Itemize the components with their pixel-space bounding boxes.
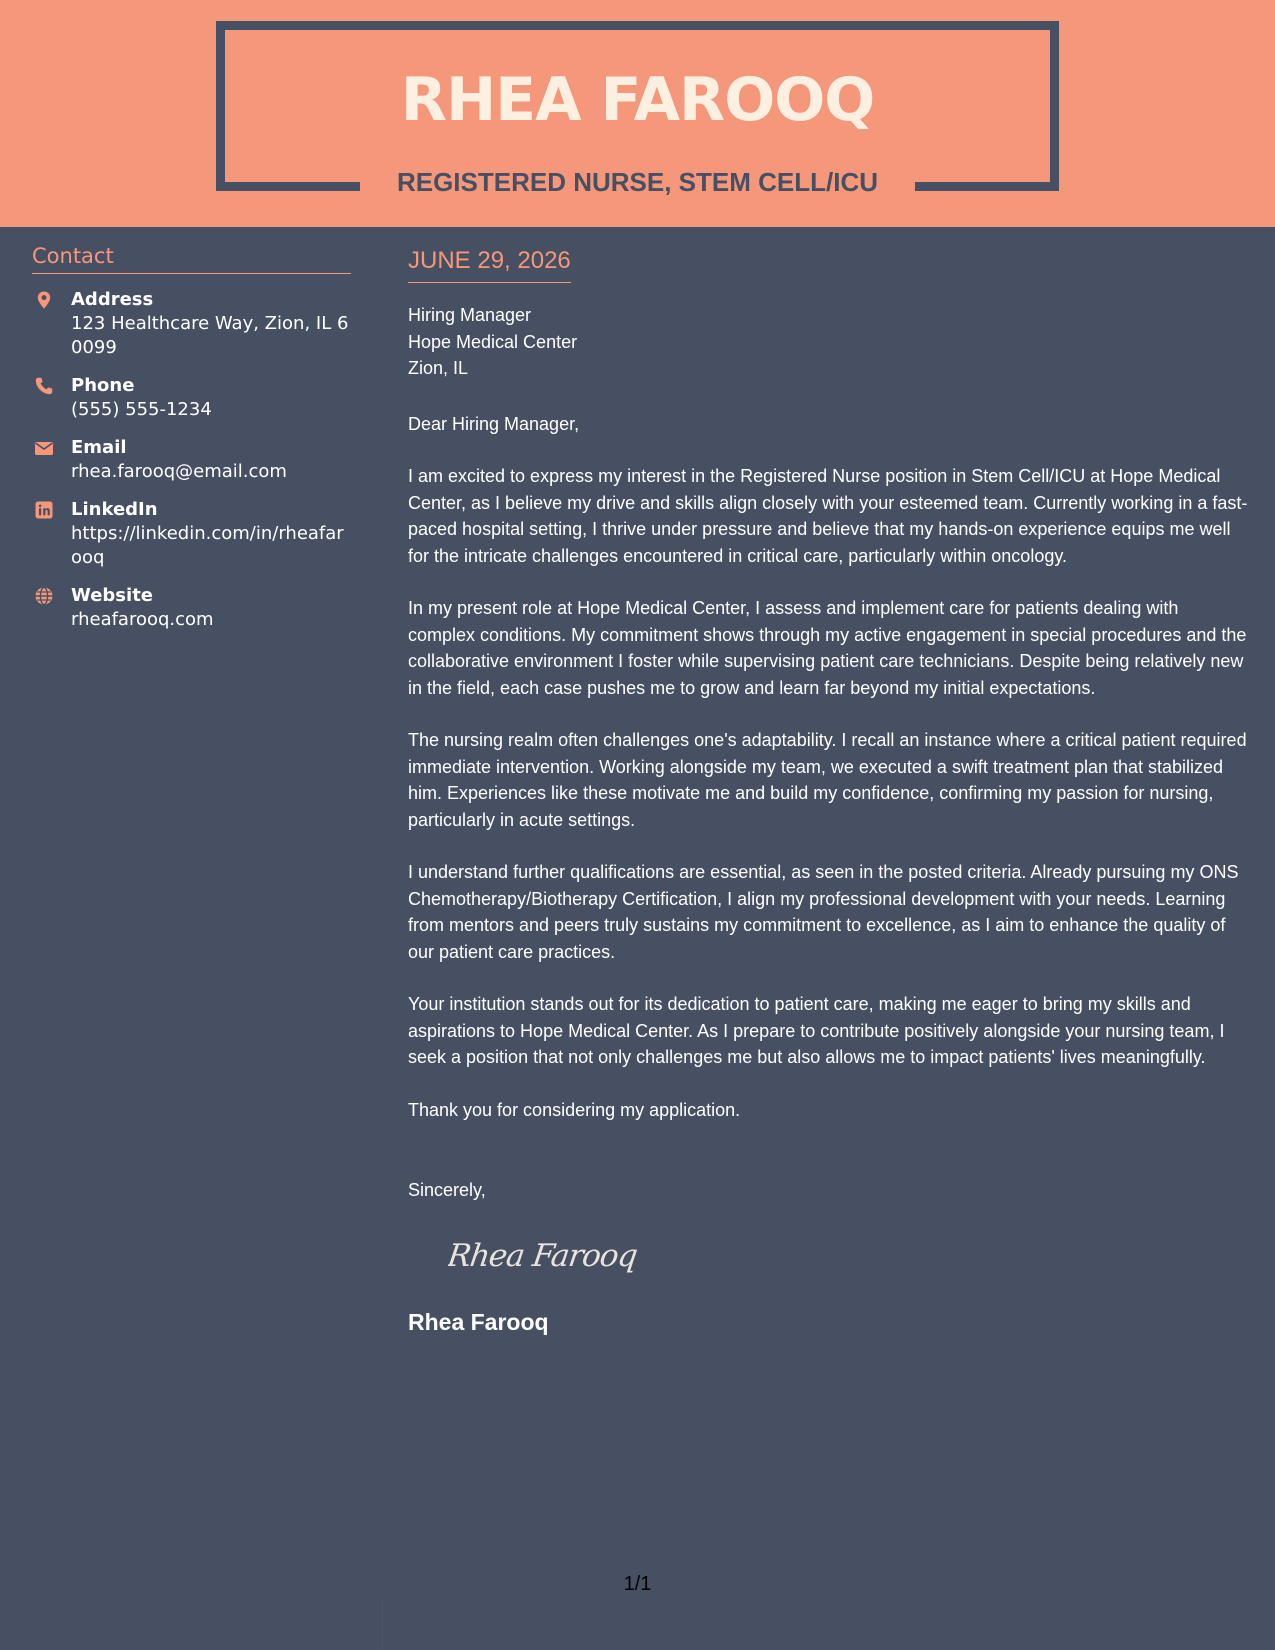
contact-label-address: Address — [71, 289, 154, 310]
contact-item-phone — [32, 374, 351, 422]
contact-item-linkedin — [32, 498, 351, 570]
recipient-line: Hiring Manager — [408, 305, 532, 325]
salutation: Dear Hiring Manager, — [408, 413, 580, 434]
letter-paragraph: The nursing realm often challenges one's adaptability. I recall an instance where a critical patient required immediate intervention. Working alongside my team, we executed a swift treatment plan that stabilized him. Experiences like these motivate me and build my confidence, confirming my passion for nursing, particularly in acute settings. — [408, 730, 1247, 830]
frame-top-border — [216, 21, 1059, 30]
letter-paragraph: I am excited to express my interest in the Registered Nurse position in Stem Cell/ICU at Hope Medical Center, as I believe my drive and skills align closely with your esteemed team. Currently working in a fast-paced hospital setting, I thrive under pressure and believe that my hands-on experience equips me well for the intricate challenges encountered in critical care, particularly within oncology. — [408, 466, 1248, 566]
contact-value-address: 123 Healthcare Way, Zion, IL 60099 — [71, 313, 349, 358]
recipient-block — [408, 302, 1248, 382]
recipient-line: Zion, IL — [408, 358, 469, 378]
contact-value-linkedin[interactable]: https://linkedin.com/in/rheafarooq — [71, 523, 344, 568]
applicant-name: RHEA FAROOQ — [400, 65, 875, 135]
location-pin-icon — [34, 290, 54, 310]
recipient-line: Hope Medical Center — [408, 331, 578, 352]
letter-paragraph: In my present role at Hope Medical Center, I assess and implement care for patients dealing with complex conditions. My commitment shows through my active engagement in special procedures and the collaborative environment I foster while supervising patient care technicians. Despite being relatively new in the field, each case pushes me to grow and learn far beyond my initial expectations. — [408, 598, 1247, 698]
svg-text:Rhea Farooq: Rhea Farooq — [448, 1237, 640, 1274]
contact-value-website[interactable]: rheafarooq.com — [71, 609, 214, 630]
contact-label-phone: Phone — [71, 375, 135, 396]
handwritten-signature — [448, 1226, 648, 1284]
signer-name: Rhea Farooq — [408, 1309, 549, 1335]
job-title: REGISTERED NURSE, STEM CELL/ICU — [396, 167, 879, 197]
contact-item-address — [32, 288, 351, 360]
letter-paragraph: I understand further qualifications are essential, as seen in the posted criteria. Already pursuing my ONS Chemotherapy/Biotherapy Certification, I align my professional development with your needs. Learning from mentors and peers truly sustains my commitment to excellence, as I aim to enhance the quality of our patient care practices. — [408, 862, 1239, 962]
envelope-icon — [34, 438, 54, 458]
column-divider — [382, 1600, 383, 1650]
contact-item-website — [32, 584, 351, 632]
contact-heading: Contact — [32, 242, 351, 274]
contact-sidebar — [32, 242, 351, 632]
header-banner — [0, 0, 1275, 227]
page-number: 1/1 — [623, 1573, 652, 1595]
linkedin-icon — [34, 500, 54, 520]
contact-value-phone: (555) 555-1234 — [71, 399, 212, 420]
letter-date: JUNE 29, 2026 — [408, 246, 571, 283]
globe-icon — [34, 586, 54, 606]
contact-label-linkedin: LinkedIn — [71, 499, 158, 520]
contact-label-email: Email — [71, 437, 127, 458]
letter-body — [408, 246, 1248, 1337]
closing-line: Thank you for considering my application. — [408, 1099, 741, 1120]
contact-value-email[interactable]: rhea.farooq@email.com — [71, 461, 287, 482]
letter-paragraph: Your institution stands out for its dedication to patient care, making me eager to bring my skills and aspirations to Hope Medical Center. As I prepare to contribute positively alongside your nursing team, I seek a position that not only challenges me but also allows me to impact patients' lives meaningfully. — [408, 994, 1225, 1067]
contact-item-email — [32, 436, 351, 484]
signoff: Sincerely, — [408, 1180, 486, 1200]
contact-label-website: Website — [71, 585, 154, 606]
phone-icon — [34, 376, 54, 396]
